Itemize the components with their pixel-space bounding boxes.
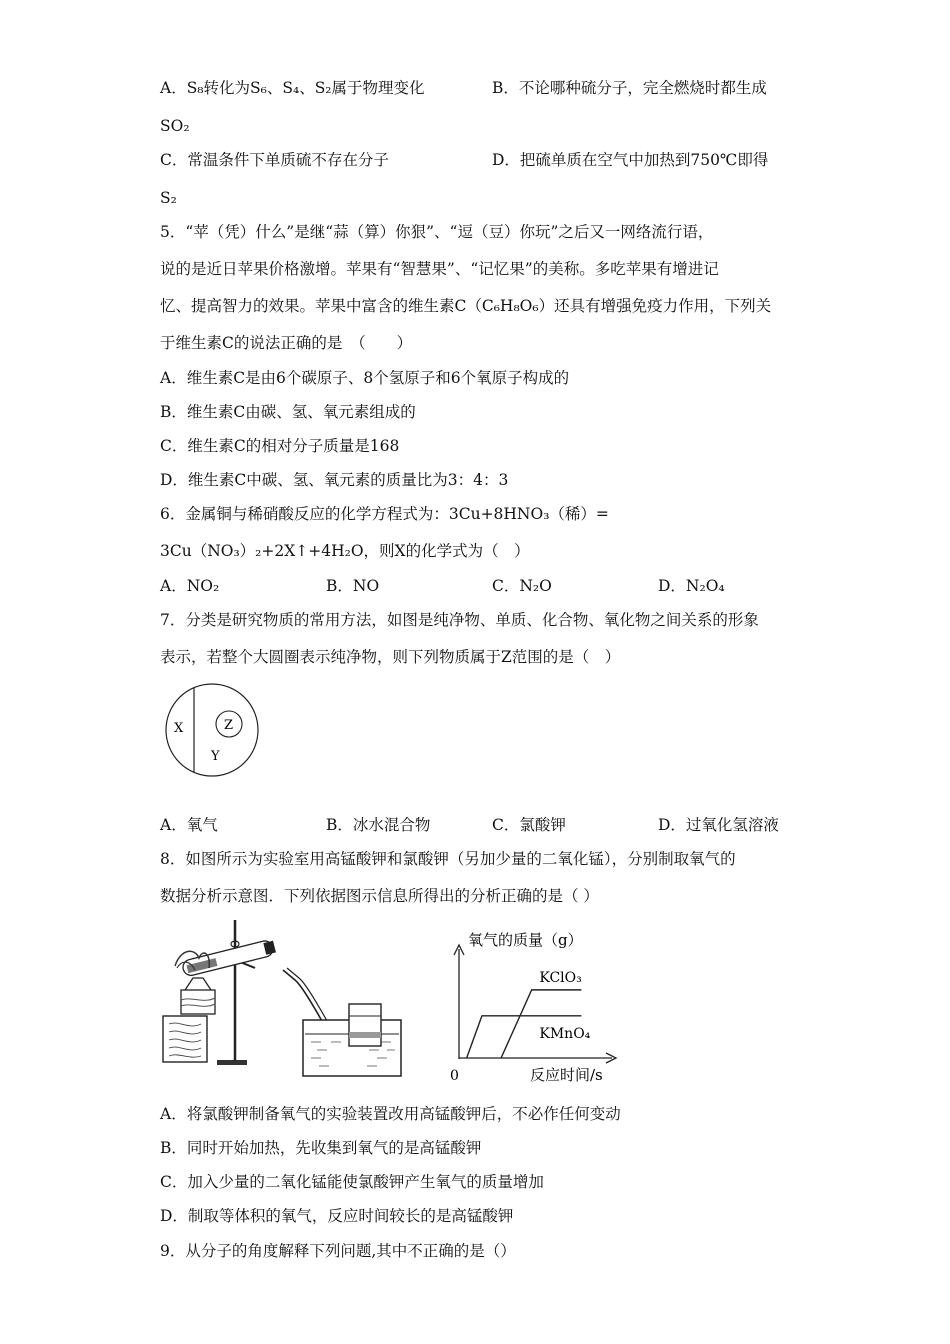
oxygen-mass-chart [430, 925, 630, 1090]
label-y: Y [211, 749, 220, 764]
q7-stem-1: 7．分类是研究物质的常用方法，如图是纯净物、单质、化合物、氧化物之间关系的形象 [160, 611, 759, 629]
q8-option-b: B．同时开始加热，先收集到氧气的是高锰酸钾 [160, 1139, 482, 1157]
x-axis-label: 反应时间/s [530, 1066, 603, 1084]
q8-option-a: A．将氯酸钾制备氧气的实验装置改用高锰酸钾后，不必作任何变动 [160, 1105, 621, 1123]
q4-option-b: B．不论哪种硫分子，完全燃烧时都生成 [492, 79, 767, 97]
q4-option-a: A．S₈转化为S₆、S₄、S₂属于物理变化 [160, 79, 425, 97]
q4-option-d-cont: S₂ [160, 189, 177, 207]
q7-stem-2: 表示，若整个大圆圈表示纯净物，则下列物质属于Z范围的是（ ） [160, 648, 621, 666]
q5-option-b: B．维生素C由碳、氢、氧元素组成的 [160, 403, 416, 421]
label-z: Z [224, 718, 234, 733]
q8-stem-1: 8．如图所示为实验室用高锰酸钾和氯酸钾（另加少量的二氧化锰），分别制取氧气的 [160, 850, 736, 868]
origin-label: 0 [450, 1068, 459, 1084]
y-axis-label: 氧气的质量（g） [468, 931, 583, 949]
series-line-0 [501, 990, 581, 1058]
q7-option-d: D．过氧化氢溶液 [658, 816, 779, 834]
q6-stem-1: 6．金属铜与稀硝酸反应的化学方程式为：3Cu+8HNO₃（稀）= [160, 505, 609, 523]
q5-stem-3: 忆、提高智力的效果。苹果中富含的维生素C（C₆H₈O₆）还具有增强免疫力作用，下列关 [160, 297, 772, 315]
q8-option-d: D．制取等体积的氧气，反应时间较长的是高锰酸钾 [160, 1207, 514, 1225]
q8-option-c: C．加入少量的二氧化锰能使氯酸钾产生氧气的质量增加 [160, 1173, 544, 1191]
classification-diagram [160, 682, 264, 778]
q7-option-a: A．氧气 [160, 816, 218, 834]
q7-option-b: B．冰水混合物 [326, 816, 431, 834]
q5-stem-4: 于维生素C的说法正确的是 （ ） [160, 334, 413, 352]
series-label-0: KClO₃ [539, 969, 582, 986]
q5-stem-2: 说的是近日苹果价格激增。苹果有“智慧果”、“记忆果”的美称。多吃苹果有增进记 [160, 260, 719, 278]
q5-option-a: A．维生素C是由6个碳原子、8个氢原子和6个氧原子构成的 [160, 369, 570, 387]
label-x: X [174, 721, 184, 736]
q9-stem-1: 9．从分子的角度解释下列问题,其中不正确的是（） [160, 1242, 516, 1260]
lab-apparatus-illustration [155, 918, 415, 1083]
series-label-1: KMnO₄ [539, 1025, 591, 1042]
q8-stem-2: 数据分析示意图．下列依据图示信息所得出的分析正确的是（ ） [160, 887, 599, 905]
q6-option-c: C．N₂O [492, 577, 552, 595]
q5-option-d: D．维生素C中碳、氢、氧元素的质量比为3：4：3 [160, 471, 509, 489]
q4-option-c: C．常温条件下单质硫不存在分子 [160, 151, 389, 169]
q6-stem-2: 3Cu（NO₃）₂+2X↑+4H₂O，则X的化学式为（ ） [160, 542, 530, 560]
q4-option-b-cont: SO₂ [160, 117, 190, 135]
q6-option-b: B．NO [326, 577, 380, 595]
q4-option-d: D．把硫单质在空气中加热到750℃即得 [492, 151, 769, 169]
q5-option-c: C．维生素C的相对分子质量是168 [160, 437, 400, 455]
q5-stem-1: 5．“苹（凭）什么”是继“蒜（算）你狠”、“逗（豆）你玩”之后又一网络流行语， [160, 223, 714, 241]
q7-option-c: C．氯酸钾 [492, 816, 566, 834]
q6-option-d: D．N₂O₄ [658, 577, 725, 595]
q6-option-a: A．NO₂ [160, 577, 220, 595]
